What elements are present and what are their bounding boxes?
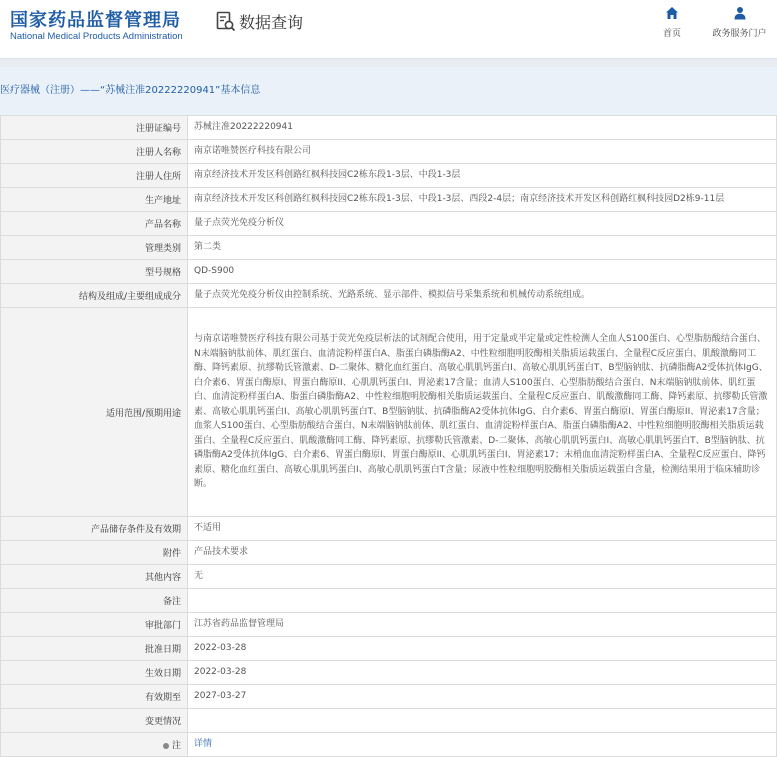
row-value: 无: [188, 565, 777, 589]
note-label-cell: [1, 733, 188, 757]
table-row: [1, 589, 777, 613]
pin-icon: [163, 743, 169, 749]
row-value: 第二类: [188, 236, 777, 260]
row-label: 其他内容: [1, 565, 188, 589]
row-label: 备注: [1, 589, 188, 613]
nav-service-portal[interactable]: [702, 6, 777, 39]
row-label: 审批部门: [1, 613, 188, 637]
row-label: 注册证编号: [1, 116, 188, 140]
row-label: 变更情况: [1, 709, 188, 733]
nav-home[interactable]: [642, 6, 702, 39]
row-label: 生效日期: [1, 661, 188, 685]
row-value: [188, 589, 777, 613]
row-label: 型号规格: [1, 260, 188, 284]
row-label: 附件: [1, 541, 188, 565]
table-row: [1, 260, 777, 284]
table-row: [1, 308, 777, 517]
note-value-cell: [188, 733, 777, 757]
home-icon: [665, 6, 679, 20]
table-row: [1, 140, 777, 164]
row-value: 2022-03-28: [188, 661, 777, 685]
table-row: [1, 613, 777, 637]
row-label: 产品储存条件及有效期: [1, 517, 188, 541]
site-logo-cn[interactable]: 国家药品监督管理局: [10, 10, 181, 31]
table-row: [1, 685, 777, 709]
table-row: [1, 188, 777, 212]
table-row: [1, 661, 777, 685]
table-row: [1, 164, 777, 188]
table-row: [1, 116, 777, 140]
row-value: QD-S900: [188, 260, 777, 284]
row-value: 苏械注准20222220941: [188, 116, 777, 140]
nav-service-label: 政务服务门户: [712, 29, 767, 39]
row-value: 量子点荧光免疫分析仪: [188, 212, 777, 236]
row-value: [188, 709, 777, 733]
table-row: [1, 236, 777, 260]
breadcrumb-text: 医疗器械（注册）——“苏械注准20222220941”基本信息: [0, 85, 261, 96]
row-value: 2027-03-27: [188, 685, 777, 709]
row-value: 南京诺唯赞医疗科技有限公司: [188, 140, 777, 164]
row-label: 生产地址: [1, 188, 188, 212]
row-label: 批准日期: [1, 637, 188, 661]
row-label: 适用范围/预期用途: [1, 308, 188, 517]
row-value: 南京经济技术开发区科创路红枫科技园C2栋东段1-3层、中段1-3层: [188, 164, 777, 188]
table-row: [1, 541, 777, 565]
table-row: [1, 517, 777, 541]
row-label: 注册人名称: [1, 140, 188, 164]
note-label: 注: [171, 741, 181, 751]
details-link[interactable]: 详情: [194, 739, 213, 750]
table-row: [1, 212, 777, 236]
page-title-block: [216, 10, 303, 33]
nav-home-label: 首页: [662, 29, 681, 39]
row-value: 产品技术要求: [188, 541, 777, 565]
table-row: [1, 637, 777, 661]
top-nav: [642, 6, 777, 39]
row-value: 量子点荧光免疫分析仪由控制系统、光路系统、显示部件、模拟信号采集系统和机械传动系统组成。: [188, 284, 777, 308]
row-label: 产品名称: [1, 212, 188, 236]
row-value: 与南京诺唯赞医疗科技有限公司基于荧光免疫层析法的试剂配合使用，用于定量或半定量或定性检测人全血人S100蛋白、心型脂肪酸结合蛋白、N末端脑钠肽前体、肌红蛋白、血清淀粉样蛋白A、脂蛋白磷脂酶A2、中性粒细胞明胶酶相关脂质运载蛋白、全量程C反应蛋白、肌酸激酶同工酶、降钙素原、抗缪勒氏管激素、D-二聚体、糖化血红蛋白、高敏心肌肌钙蛋白I、高敏心肌肌钙蛋白T、B型脑钠肽、抗磷脂酶A2受体抗体IgG、白介素6、胃蛋白酶原I、胃蛋白酶原II、心肌肌钙蛋白Ⅰ、胃泌素17含量；血清人S100蛋白、心型脂肪酸结合蛋白、N末端脑钠肽前体、肌红蛋白、血清淀粉样蛋白A、脂蛋白磷脂酶A2、中性粒细胞明胶酶相关脂质运载蛋白、全量程C反应蛋白、肌酸激酶同工酶、降钙素原、抗缪勒氏管激素、高敏心肌肌钙蛋白I、高敏心肌肌钙蛋白T、B型脑钠肽、抗磷脂酶A2受体抗体IgG、白介素6、胃蛋白酶原I、胃蛋白酶原II、胃泌素17含量；血浆人S100蛋白、心型脂肪酸结合蛋白、N末端脑钠肽前体、肌红蛋白、血清淀粉样蛋白A、脂蛋白磷脂酶A2、中性粒细胞明胶酶相关脂质运载蛋白、全量程C反应蛋白、肌酸激酶同工酶、降钙素原、抗缪勒氏管激素、D-二聚体、高敏心肌肌钙蛋白I、高敏心肌肌钙蛋白T、B型脑钠肽、抗磷脂酶A2受体抗体IgG、白介素6、胃蛋白酶原I、胃蛋白酶原II、心肌肌钙蛋白Ⅰ、胃泌素17；末梢血血清淀粉样蛋白A、全量程C反应蛋白、降钙素原、糖化血红蛋白、高敏心肌肌钙蛋白I、高敏心肌肌钙蛋白T含量；尿液中性粒细胞明胶酶相关脂质运载蛋白含量，检测结果用于临床辅助诊断。: [188, 308, 777, 517]
row-value: 2022-03-28: [188, 637, 777, 661]
table-row: [1, 284, 777, 308]
page-title: 数据查询: [239, 13, 304, 32]
row-label: 管理类别: [1, 236, 188, 260]
detail-table: [0, 115, 777, 757]
site-logo-en[interactable]: National Medical Products Administration: [10, 31, 183, 42]
table-row-note: [1, 733, 777, 757]
row-value: 不适用: [188, 517, 777, 541]
table-row: [1, 709, 777, 733]
row-label: 注册人住所: [1, 164, 188, 188]
search-document-icon: [216, 11, 236, 33]
row-value: 南京经济技术开发区科创路红枫科技园C2栋东段1-3层、中段1-3层、西段2-4层；南京经济技术开发区科创路红枫科技园D2栋9-11层: [188, 188, 777, 212]
row-label: 结构及组成/主要组成成分: [1, 284, 188, 308]
table-row: [1, 565, 777, 589]
breadcrumb: [0, 67, 777, 115]
row-label: 有效期至: [1, 685, 188, 709]
user-icon: [733, 6, 747, 20]
site-header: [0, 0, 777, 58]
row-value: 江苏省药品监督管理局: [188, 613, 777, 637]
